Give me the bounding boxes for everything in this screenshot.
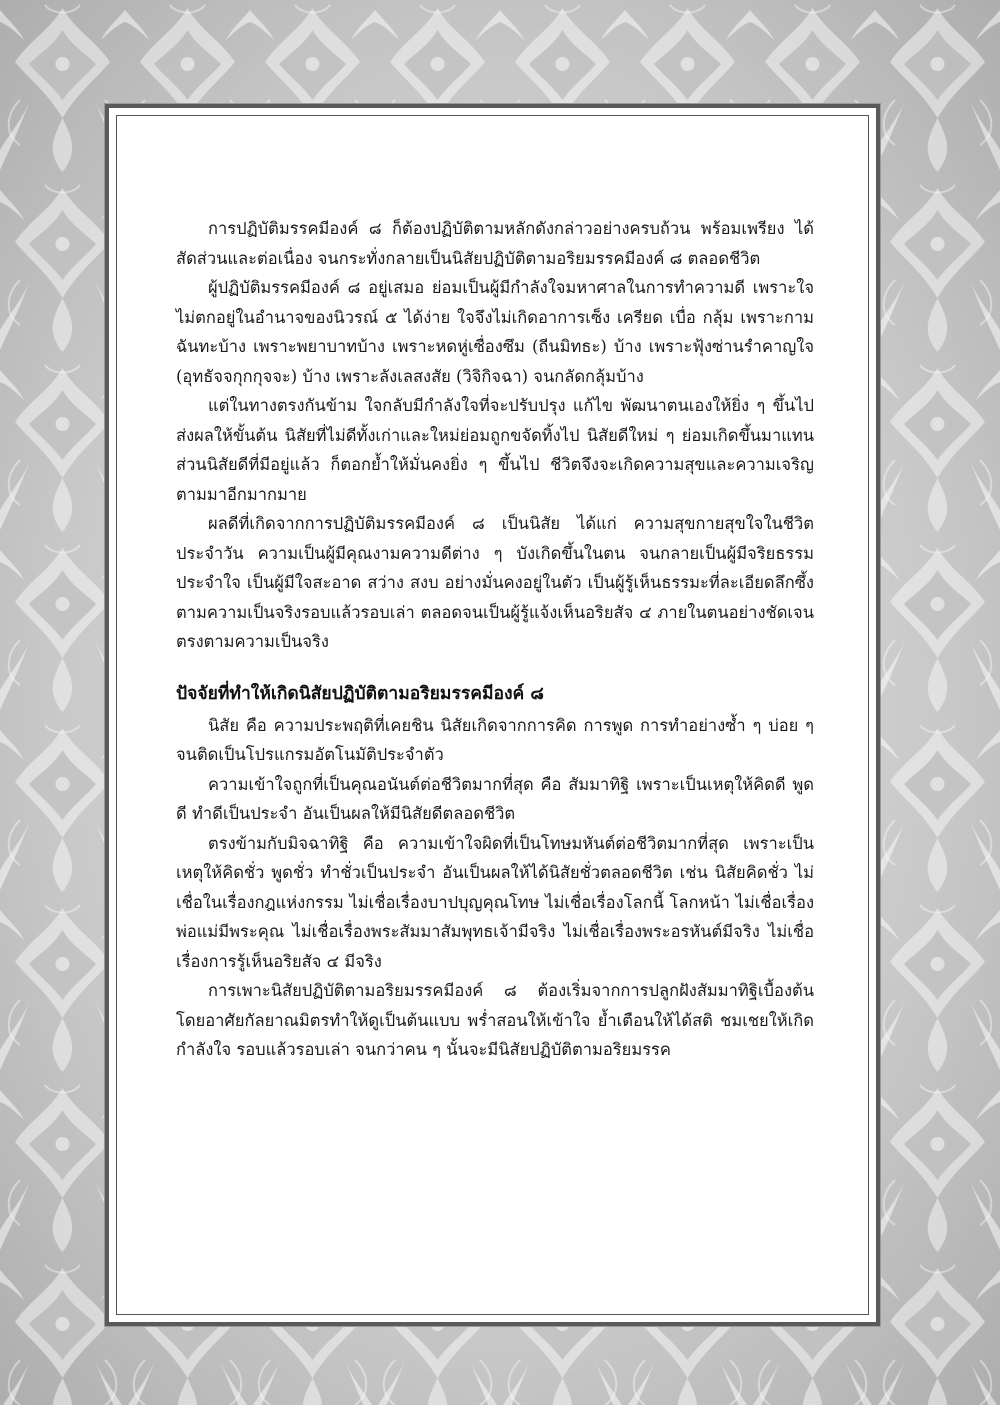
paragraph: ตรงข้ามกับมิจฉาทิฐิ คือ ความเข้าใจผิดที่เป็นโทษมหันต์ต่อชีวิตมากที่สุด เพราะเป็นเหตุให้คิดชั่ว พูดชั่ว ทำชั่วเป็นประจำ อันเป็นผลให้ได้นิสัยชั่วตลอดชีวิต เช่น นิสัยคิดชั่ว ไม่เชื่อในเรื่องกฎแห่งกรรม ไม่เชื่อเรื่องบาปบุญคุณโทษ ไม่เชื่อเรื่องโลกนี้ โลกหน้า ไม่เชื่อเรื่องพ่อแม่มีพระคุณ ไม่เชื่อเรื่องพระสัมมาสัมพุทธเจ้ามีจริง ไม่เชื่อเรื่องพระอรหันต์มีจริง ไม่เชื่อเรื่องการรู้เห็นอริยสัจ ๔ มีจริง xyxy=(176,833,814,971)
paragraph: แต่ในทางตรงกันข้าม ใจกลับมีกำลังใจที่จะปรับปรุง แก้ไข พัฒนาตนเองให้ยิ่ง ๆ ขึ้นไป ส่งผลให้ขั้นต้น นิสัยที่ไม่ดีทั้งเก่าและใหม่ย่อมถูกขจัดทิ้งไป นิสัยดีใหม่ ๆ ย่อมเกิดขึ้นมาแทน ส่วนนิสัยดีที่มีอยู่แล้ว ก็ตอกย้ำให้มั่นคงยิ่ง ๆ ขึ้นไป ชีวิตจึงจะเกิดความสุขและความเจริญตามมาอีกมากมาย xyxy=(176,396,814,504)
section-heading: ปัจจัยที่ทำให้เกิดนิสัยปฏิบัติตามอริยมรรคมีองค์ ๘ xyxy=(176,683,544,704)
paragraph: ผลดีที่เกิดจากการปฏิบัติมรรคมีองค์ ๘ เป็นนิสัย ได้แก่ ความสุขกายสุขใจในชีวิตประจำวัน ความเป็นผู้มีคุณงามความดีต่าง ๆ บังเกิดขึ้นในตน จนกลายเป็นผู้มีจริยธรรมประจำใจ เป็นผู้มีใจสะอาด สว่าง สงบ อย่างมั่นคงอยู่ในตัว เป็นผู้รู้เห็นธรรมะที่ละเอียดลึกซึ้งตามความเป็นจริงรอบแล้วรอบเล่า ตลอดจนเป็นผู้รู้แจ้งเห็นอริยสัจ ๔ ภายในตนอย่างชัดเจน ตรงตามความเป็นจริง xyxy=(176,514,814,651)
paragraph: การปฏิบัติมรรคมีองค์ ๘ ก็ต้องปฏิบัติตามหลักดังกล่าวอย่างครบถ้วน พร้อมเพรียง ได้สัดส่วนและต่อเนื่อง จนกระทั่งกลายเป็นนิสัยปฏิบัติตามอริยมรรคมีองค์ ๘ ตลอดชีวิต xyxy=(176,219,814,268)
paragraph: ผู้ปฏิบัติมรรคมีองค์ ๘ อยู่เสมอ ย่อมเป็นผู้มีกำลังใจมหาศาลในการทำความดี เพราะใจไม่ตกอยู่ในอำนาจของนิวรณ์ ๕ ได้ง่าย ใจจึงไม่เกิดอาการเซ็ง เครียด เบื่อ กลุ้ม เพราะกามฉันทะบ้าง เพราะพยาบาทบ้าง เพราะหดหู่เซื่องซึม (ถีนมิทธะ) บ้าง เพราะฟุ้งซ่านรำคาญใจ (อุทธัจจกุกกุจจะ) บ้าง เพราะลังเลสงสัย (วิจิกิจฉา) จนกลัดกลุ้มบ้าง xyxy=(176,278,814,386)
paragraph: นิสัย คือ ความประพฤติที่เคยชิน นิสัยเกิดจากการคิด การพูด การทำอย่างซ้ำ ๆ บ่อย ๆ จนติดเป็นโปรแกรมอัตโนมัติประจำตัว xyxy=(176,715,814,764)
page-frame xyxy=(105,104,880,1326)
document-body xyxy=(176,214,814,1065)
section-spacer xyxy=(176,657,814,679)
paragraph: การเพาะนิสัยปฏิบัติตามอริยมรรคมีองค์ ๘ ต้องเริ่มจากการปลูกฝังสัมมาทิฐิเบื้องต้น โดยอาศัยกัลยาณมิตรทำให้ดูเป็นต้นแบบ พร่ำสอนให้เข้าใจ ย้ำเตือนให้ได้สติ ชมเชยให้เกิดกำลังใจ รอบแล้วรอบเล่า จนกว่าคน ๆ นั้นจะมีนิสัยปฏิบัติตามอริยมรรค xyxy=(176,981,814,1059)
paragraph: ความเข้าใจถูกที่เป็นคุณอนันต์ต่อชีวิตมากที่สุด คือ สัมมาทิฐิ เพราะเป็นเหตุให้คิดดี พูดดี ทำดีเป็นประจำ อันเป็นผลให้มีนิสัยดีตลอดชีวิต xyxy=(176,774,814,823)
